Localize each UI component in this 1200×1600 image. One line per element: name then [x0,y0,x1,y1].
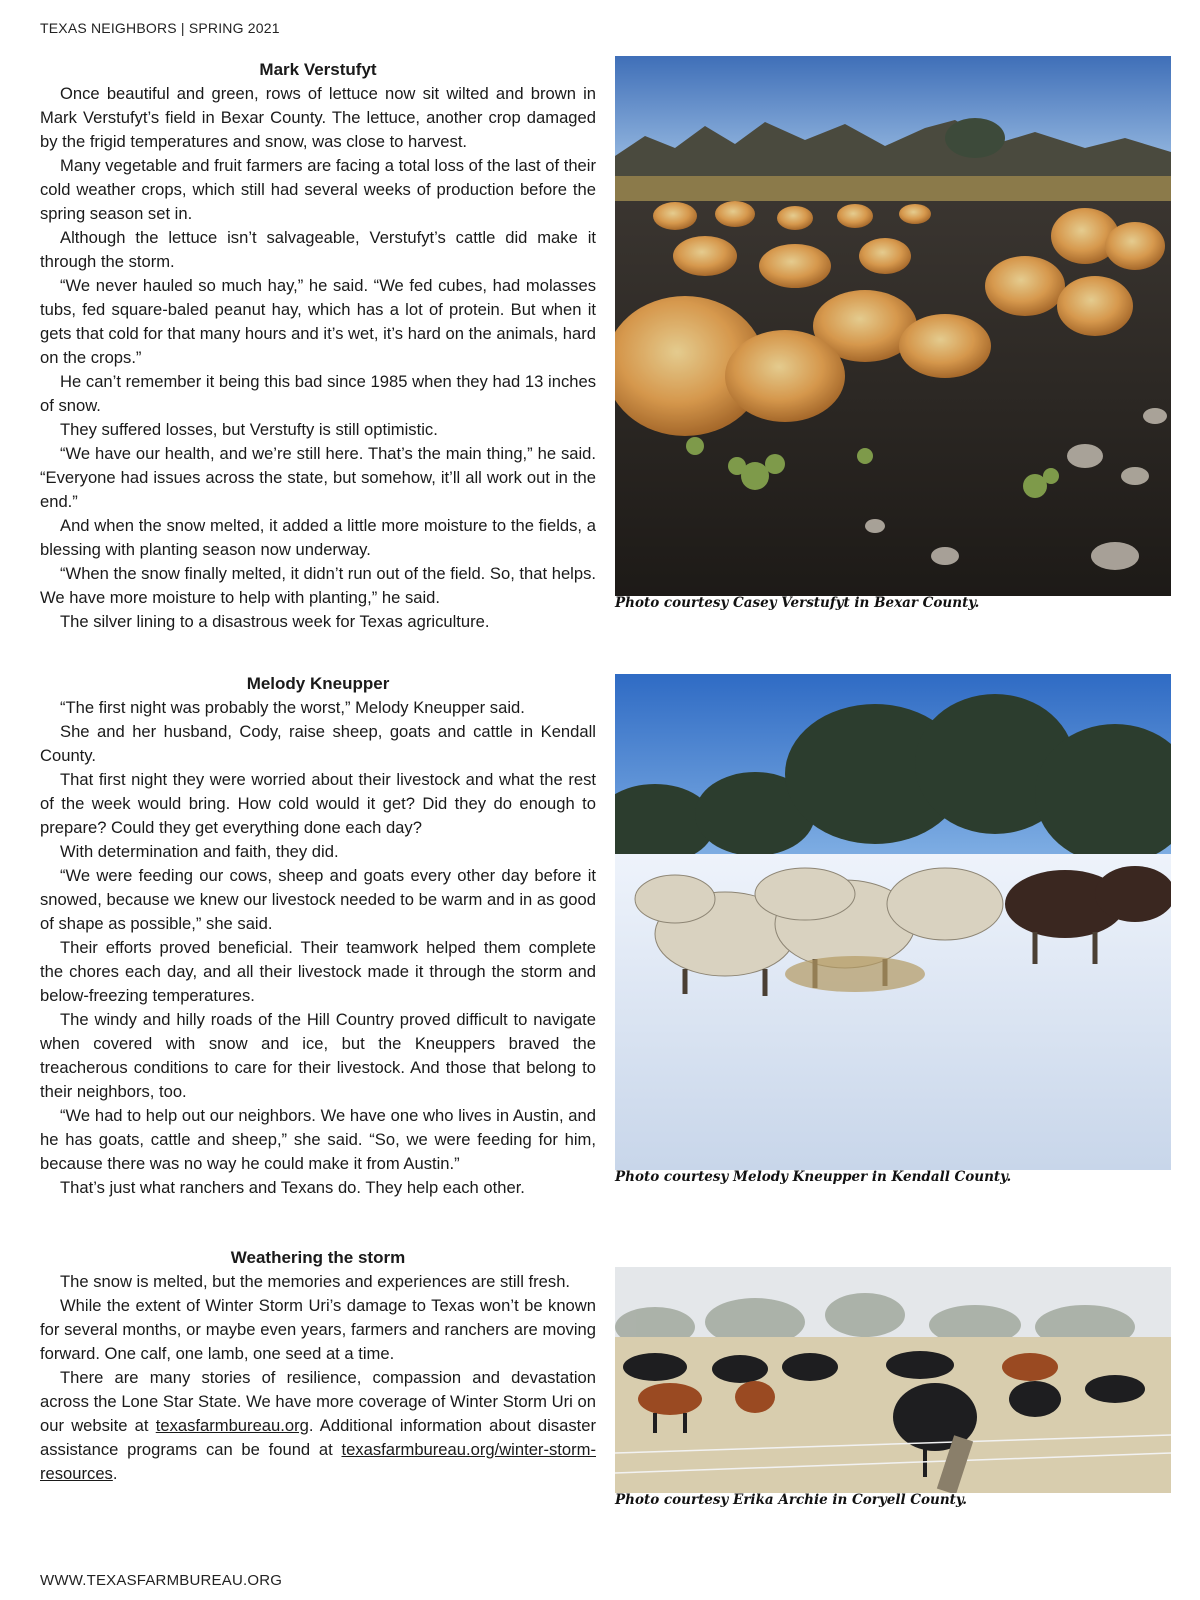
photo-caption: Photo courtesy Erika Archie in Coryell County. [615,1492,967,1508]
paragraph: With determination and faith, they did. [60,842,339,861]
paragraph: “We never hauled so much hay,” he said. “We fed cubes, had molasses tubs, fed square-baled peanut hay, which has a lot of protein. But when it gets that cold for that many hours and it’s wet, it’s hard on the animals, hard on the crops.” [40,276,596,367]
winter-storm-resources-link[interactable]: texasfarmbureau.org/winter-storm-resources [40,1440,596,1483]
paragraph: The snow is melted, but the memories and experiences are still fresh. [60,1272,571,1291]
paragraph: The silver lining to a disastrous week for Texas agriculture. [60,612,490,631]
paragraph: That first night they were worried about their livestock and what the rest of the week would bring. How cold would it get? Did they do enough to prepare? Could they get everything done each day? [40,770,596,837]
section-heading: Melody Kneupper [246,674,390,693]
paragraph-text: . [112,1464,118,1483]
paragraph: “When the snow finally melted, it didn’t run out of the field. So, that helps. We have more moisture to help with planting,” he said. [40,564,596,607]
photo-sheep-in-snow [615,674,1171,1170]
paragraph: Their efforts proved beneficial. Their teamwork helped them complete the chores each day, and all their livestock made it through the storm and below-freezing temperatures. [40,938,596,1005]
paragraph: And when the snow melted, it added a little more moisture to the fields, a blessing with planting season now underway. [40,516,596,559]
paragraph: That’s just what ranchers and Texans do. They help each other. [60,1178,525,1197]
paragraph: “We have our health, and we’re still here. That’s the main thing,” he said. “Everyone had issues across the state, but somehow, it’ll all work out in the end.” [40,444,596,511]
website-link[interactable]: texasfarmbureau.org [155,1416,309,1435]
paragraph: Once beautiful and green, rows of lettuce now sit wilted and brown in Mark Verstufyt’s field in Bexar County. The lettuce, another crop damaged by the frigid temperatures and snow, was close to harvest. [40,84,596,151]
photo-lettuce-field [615,56,1171,596]
section-heading: Mark Verstufyt [259,60,377,79]
paragraph: The windy and hilly roads of the Hill Country proved difficult to navigate when covered with snow and ice, but the Kneuppers braved the treacherous conditions to care for their livestock. And those that belong to their neighbors, too. [40,1010,596,1101]
paragraph-text: . Additional information about disaster assistance programs can be found at [40,1416,596,1459]
section-heading: Weathering the storm [230,1248,406,1267]
paragraph [40,1366,596,1486]
paragraph: Many vegetable and fruit farmers are facing a total loss of the last of their cold weather crops, which still had several weeks of production before the spring season set in. [40,156,596,223]
paragraph: She and her husband, Cody, raise sheep, goats and cattle in Kendall County. [40,722,596,765]
paragraph-text: There are many stories of resilience, compassion and devastation across the Lone Star State. We have more coverage of Winter Storm Uri on our website at [40,1368,596,1435]
paragraph: “We were feeding our cows, sheep and goats every other day before it snowed, because we knew our livestock needed to be warm and in as good of shape as possible,” she said. [40,866,596,933]
paragraph: “The first night was probably the worst,” Melody Kneupper said. [60,698,525,717]
photo-cattle-in-ice [615,1267,1171,1493]
paragraph: They suffered losses, but Verstufty is still optimistic. [60,420,438,439]
running-head: TEXAS NEIGHBORS | SPRING 2021 [40,20,280,36]
paragraph: He can’t remember it being this bad since 1985 when they had 13 inches of snow. [40,372,596,415]
section-weathering-the-storm [40,1246,596,1486]
footer-url: WWW.TEXASFARMBUREAU.ORG [40,1572,283,1589]
paragraph: While the extent of Winter Storm Uri’s damage to Texas won’t be known for several months, or maybe even years, farmers and ranchers are moving forward. One calf, one lamb, one seed at a time. [40,1296,596,1363]
photo-caption: Photo courtesy Casey Verstufyt in Bexar County. [615,595,980,611]
paragraph: Although the lettuce isn’t salvageable, Verstufyt’s cattle did make it through the storm. [40,228,596,271]
photo-caption: Photo courtesy Melody Kneupper in Kendall County. [615,1169,1012,1185]
section-mark-verstufyt [40,58,596,634]
section-melody-kneupper [40,672,596,1200]
paragraph: “We had to help out our neighbors. We have one who lives in Austin, and he has goats, cattle and sheep,” she said. “So, we were feeding for him, because there was no way he could make it from Austin.” [40,1106,596,1173]
